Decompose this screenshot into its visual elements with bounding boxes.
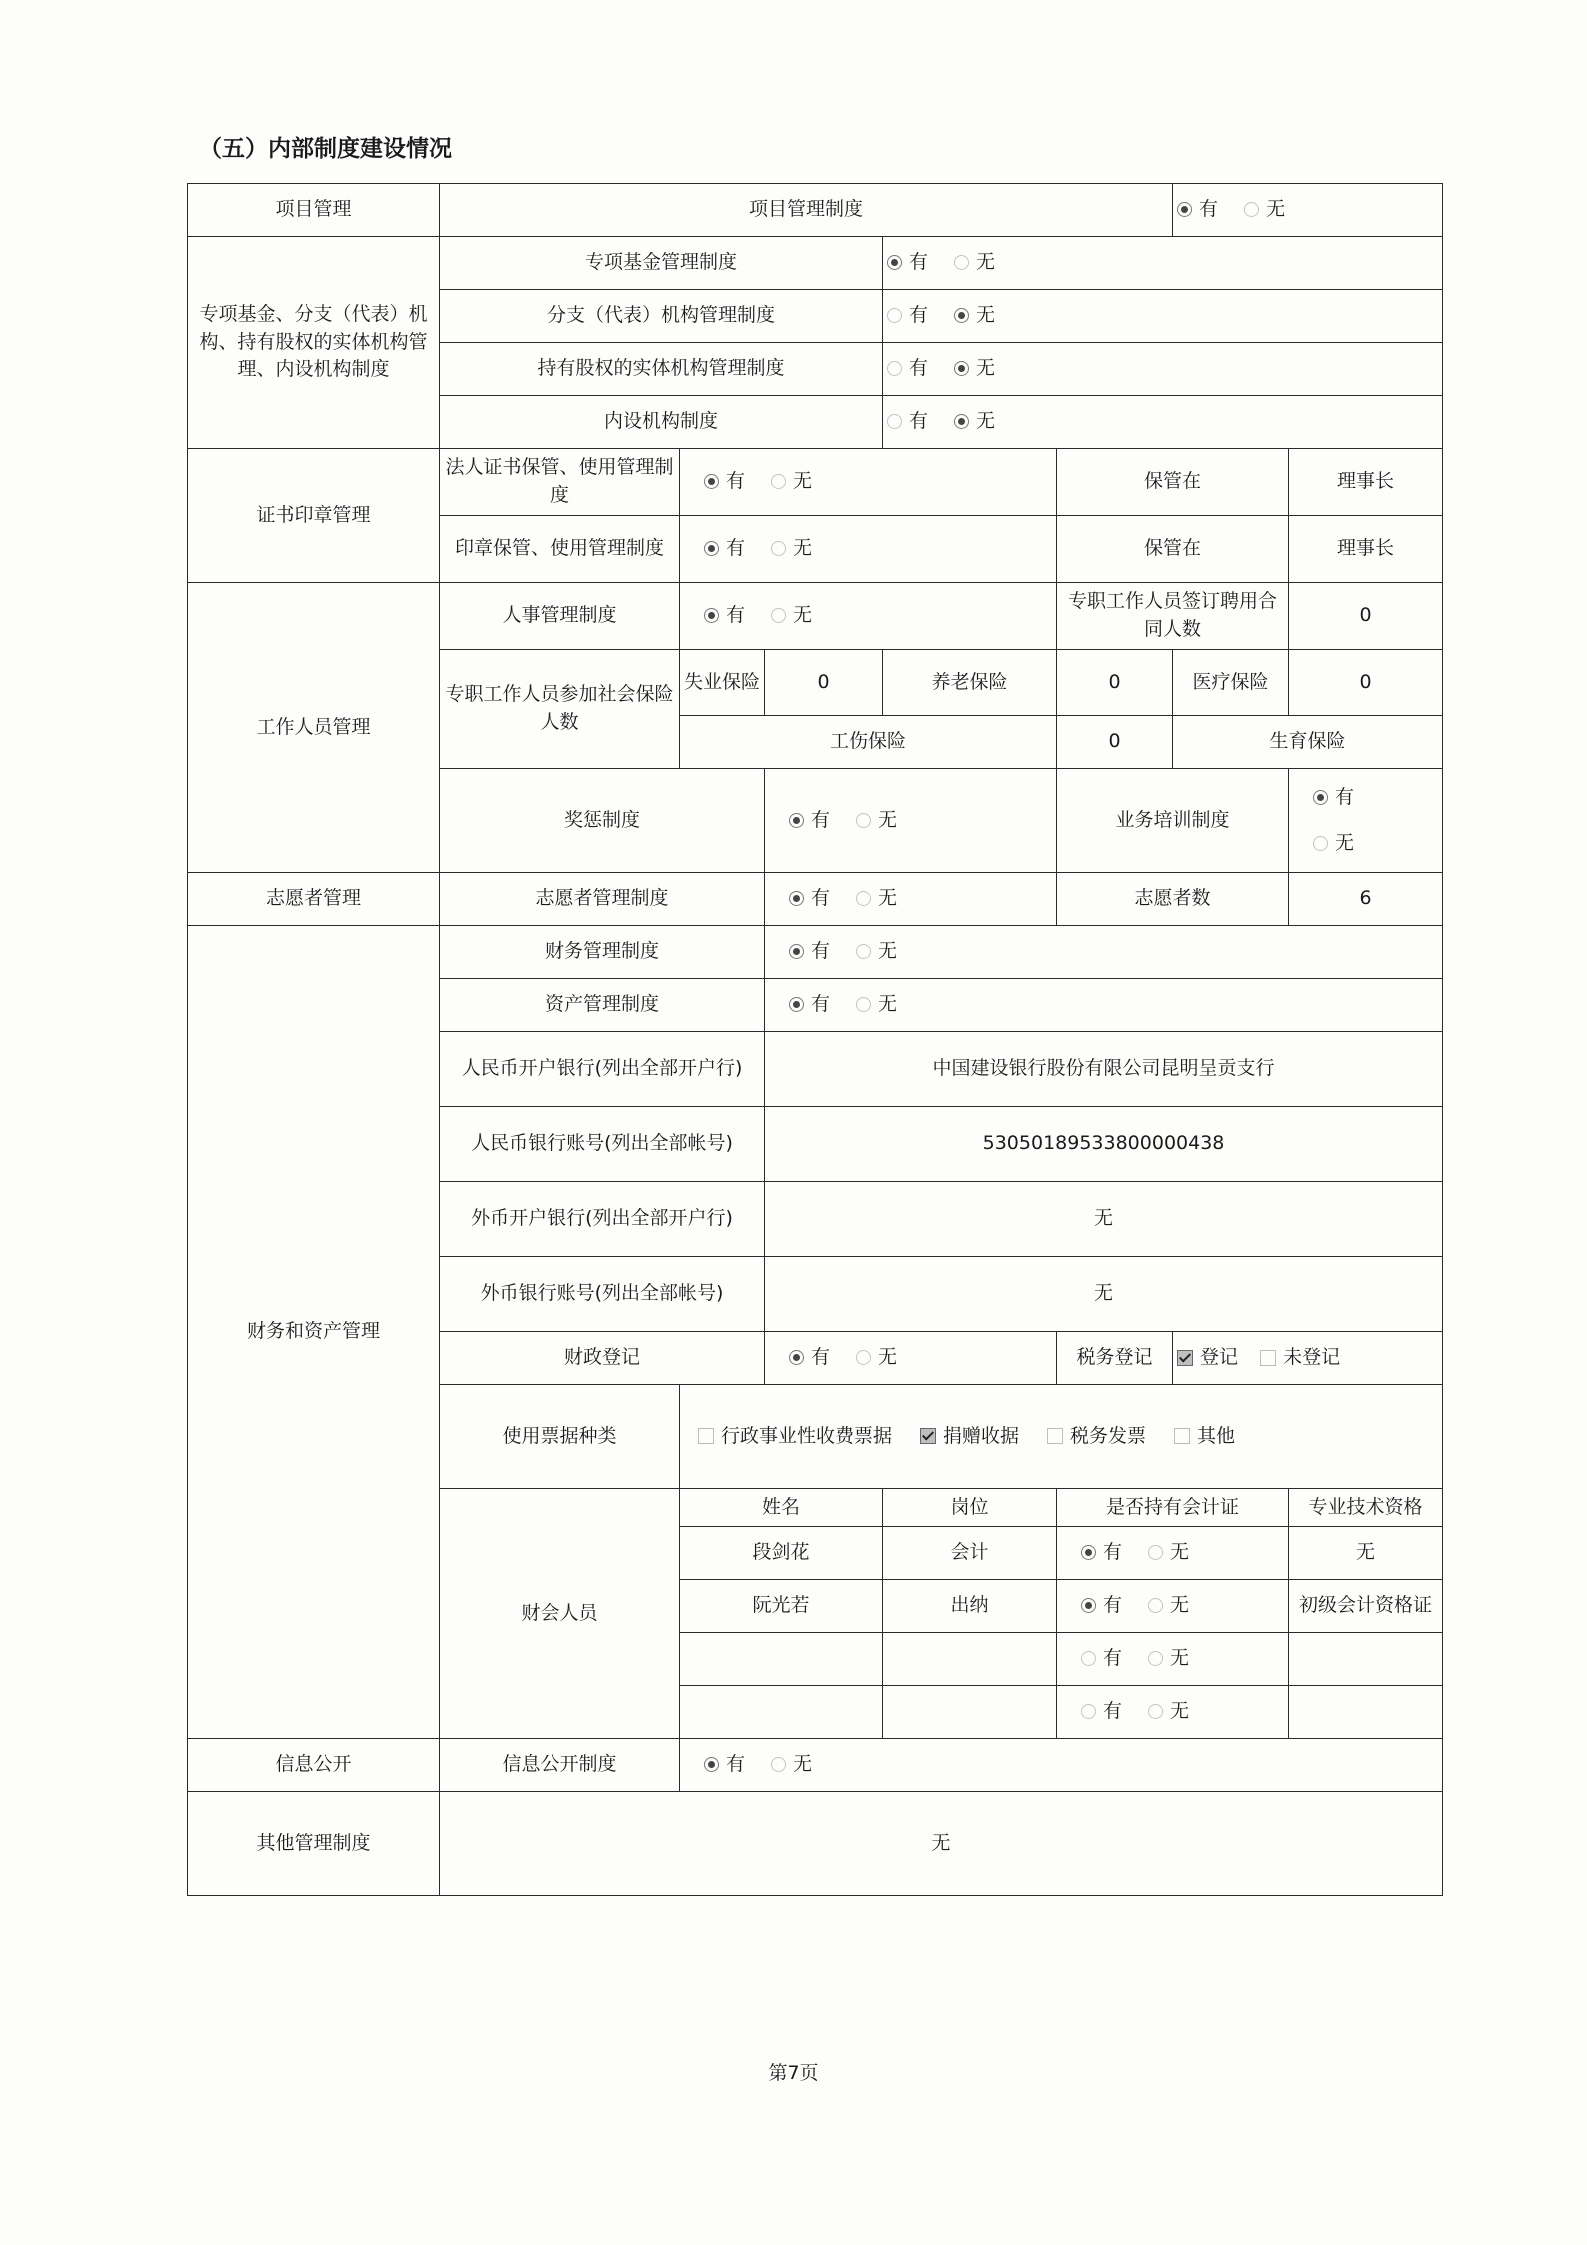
accountant-name: 阮光若 [680,1580,883,1633]
radio-option-yes [789,938,830,966]
injury-count: 0 [1057,716,1173,769]
rmb-bank-label: 人民币开户银行(列出全部开户行) [440,1032,765,1107]
maternity-label: 生育保险 [1173,716,1443,769]
col-header-post: 岗位 [883,1489,1057,1527]
radio-no-label: 无 [1266,198,1286,221]
radio-no-icon[interactable] [771,1757,786,1772]
insurance-label: 专职工作人员参加社会保险人数 [440,650,680,769]
radio-no-label: 无 [1170,1700,1190,1723]
volunteer-count: 6 [1289,873,1443,926]
radio-option-no [1313,830,1354,858]
special-item: 持有股权的实体机构管理制度 [440,343,883,396]
fiscal-item: 财政登记 [440,1332,765,1385]
radio-yes-label: 有 [1103,1541,1123,1564]
unemployment-count: 0 [765,650,883,716]
radio-no-label: 无 [976,410,996,433]
fx-account-label: 外币银行账号(列出全部帐号) [440,1257,765,1332]
radio-yes-icon[interactable] [887,255,902,270]
radio-no-label: 无 [976,251,996,274]
radio-yes-label: 有 [1103,1594,1123,1617]
radio-yes-icon[interactable] [789,997,804,1012]
reward-option [765,769,1057,873]
radio-option-no [856,938,897,966]
radio-option-yes [887,355,928,383]
radio-yes-icon[interactable] [1081,1598,1096,1613]
bill-label: 行政事业性收费票据 [721,1424,893,1447]
radio-yes-icon[interactable] [1081,1704,1096,1719]
radio-option-no [771,468,812,496]
finance-item: 财务管理制度 [440,926,765,979]
radio-yes-icon[interactable] [887,308,902,323]
radio-no-icon[interactable] [1148,1651,1163,1666]
radio-yes-icon[interactable] [887,361,902,376]
radio-option-no [1148,1592,1189,1620]
bill-label: 捐赠收据 [943,1424,1020,1447]
training-item: 业务培训制度 [1057,769,1289,873]
radio-no-label: 无 [1170,1647,1190,1670]
seal-item: 法人证书保管、使用管理制度 [440,449,680,516]
radio-option-yes [704,468,745,496]
radio-option-no [771,1751,812,1779]
radio-no-label: 无 [878,1346,898,1369]
radio-yes-icon[interactable] [789,1350,804,1365]
radio-yes-label: 有 [811,808,831,831]
radio-yes-icon[interactable] [1177,202,1192,217]
page-number: 第7页 [768,2062,819,2084]
radio-option-yes [789,885,830,913]
accountant-qual [1289,1686,1443,1739]
project-label: 项目管理 [188,184,440,237]
radio-option-yes [789,807,830,835]
hr-option [680,583,1057,650]
bill-label: 使用票据种类 [440,1385,680,1489]
accountant-name: 段剑花 [680,1527,883,1580]
radio-no-icon[interactable] [954,308,969,323]
radio-option-yes [1177,196,1218,224]
radio-no-icon[interactable] [1244,202,1259,217]
rmb-account-label: 人民币银行账号(列出全部帐号) [440,1107,765,1182]
disclosure-label: 信息公开 [188,1739,440,1792]
radio-option-yes [789,1344,830,1372]
contract-label: 专职工作人员签订聘用合同人数 [1057,583,1289,650]
col-header-qual: 专业技术资格 [1289,1489,1443,1527]
radio-yes-label: 有 [909,357,929,380]
keeper-value: 理事长 [1289,516,1443,583]
bill-checkbox[interactable] [698,1428,714,1444]
radio-option-no [1244,196,1285,224]
medical-count: 0 [1289,650,1443,716]
finance-label: 财务和资产管理 [188,926,440,1739]
disclosure-item: 信息公开制度 [440,1739,680,1792]
other-value: 无 [440,1792,1443,1896]
fx-account-value: 无 [765,1257,1443,1332]
radio-no-icon[interactable] [954,361,969,376]
radio-no-icon[interactable] [771,541,786,556]
radio-no-label: 无 [1170,1541,1190,1564]
special-option [883,396,1443,449]
special-option [883,237,1443,290]
radio-option-yes [1081,1645,1122,1673]
radio-no-label: 无 [793,1753,813,1776]
hr-item: 人事管理制度 [440,583,680,650]
project-item: 项目管理制度 [440,184,1173,237]
radio-option-yes [789,991,830,1019]
special-item: 专项基金管理制度 [440,237,883,290]
col-header-cert: 是否持有会计证 [1057,1489,1289,1527]
staff-label: 工作人员管理 [188,583,440,873]
bill-checkbox[interactable] [1174,1428,1190,1444]
pension-label: 养老保险 [883,650,1057,716]
radio-yes-label: 有 [909,304,929,327]
radio-yes-icon[interactable] [789,944,804,959]
radio-option-no [954,302,995,330]
project-option [1173,184,1443,237]
radio-no-icon[interactable] [856,813,871,828]
radio-option-no [856,807,897,835]
bill-option [1047,1423,1146,1451]
volunteer-count-label: 志愿者数 [1057,873,1289,926]
radio-no-label: 无 [878,808,898,831]
fiscal-option [765,1332,1057,1385]
tax-unregistered-label: 未登记 [1283,1346,1341,1369]
bill-label: 税务发票 [1070,1424,1147,1447]
radio-yes-label: 有 [726,1753,746,1776]
radio-no-label: 无 [793,470,813,493]
special-item: 内设机构制度 [440,396,883,449]
radio-no-icon[interactable] [954,255,969,270]
radio-yes-icon[interactable] [1081,1545,1096,1560]
accountant-label: 财会人员 [440,1489,680,1739]
bill-option [1174,1423,1235,1451]
radio-option-yes [704,535,745,563]
radio-option-no [954,355,995,383]
contract-count: 0 [1289,583,1443,650]
bill-label: 其他 [1197,1424,1236,1447]
radio-no-label: 无 [878,993,898,1016]
volunteer-label: 志愿者管理 [188,873,440,926]
pension-count: 0 [1057,650,1173,716]
accountant-post: 会计 [883,1527,1057,1580]
radio-no-icon[interactable] [856,997,871,1012]
bill-option [698,1423,892,1451]
radio-yes-label: 有 [1103,1647,1123,1670]
volunteer-option [765,873,1057,926]
col-header-name: 姓名 [680,1489,883,1527]
radio-no-icon[interactable] [1148,1598,1163,1613]
tax-label: 税务登记 [1057,1332,1173,1385]
radio-no-icon[interactable] [954,414,969,429]
seal-option [680,449,1057,516]
radio-option-no [954,408,995,436]
radio-yes-label: 有 [726,604,746,627]
accountant-cert [1057,1580,1289,1633]
accountant-cert [1057,1686,1289,1739]
keeper-label: 保管在 [1057,516,1289,583]
radio-option-no [1148,1645,1189,1673]
accountant-name [680,1686,883,1739]
radio-option-no [1148,1698,1189,1726]
bill-checkbox[interactable] [1047,1428,1063,1444]
accountant-qual: 初级会计资格证 [1289,1580,1443,1633]
radio-no-label: 无 [976,357,996,380]
medical-label: 医疗保险 [1173,650,1289,716]
volunteer-item: 志愿者管理制度 [440,873,765,926]
radio-yes-label: 有 [811,887,831,910]
tax-option [1173,1332,1443,1385]
bill-option [920,1423,1019,1451]
radio-yes-icon[interactable] [1081,1651,1096,1666]
radio-yes-icon[interactable] [789,813,804,828]
radio-option-yes [704,602,745,630]
accountant-name [680,1633,883,1686]
radio-option-yes [1313,784,1354,812]
radio-yes-icon[interactable] [704,474,719,489]
radio-no-icon[interactable] [1148,1704,1163,1719]
section-title: （五）内部制度建设情况 [199,136,452,162]
radio-no-icon[interactable] [771,474,786,489]
radio-option-yes [1081,1698,1122,1726]
radio-yes-label: 有 [811,1346,831,1369]
accountant-qual: 无 [1289,1527,1443,1580]
special-option [883,343,1443,396]
radio-no-icon[interactable] [856,1350,871,1365]
radio-option-no [1148,1539,1189,1567]
radio-no-icon[interactable] [1148,1545,1163,1560]
keeper-label: 保管在 [1057,449,1289,516]
radio-option-no [954,249,995,277]
radio-yes-label: 有 [811,940,831,963]
radio-option-yes [887,302,928,330]
injury-label: 工伤保险 [680,716,1057,769]
seal-item: 印章保管、使用管理制度 [440,516,680,583]
radio-yes-label: 有 [726,537,746,560]
radio-option-no [771,535,812,563]
internal-system-table [187,183,1443,1896]
radio-option-yes [887,408,928,436]
seal-option [680,516,1057,583]
accountant-cert [1057,1633,1289,1686]
accountant-post: 出纳 [883,1580,1057,1633]
fx-bank-value: 无 [765,1182,1443,1257]
radio-option-no [856,1344,897,1372]
radio-yes-icon[interactable] [704,541,719,556]
radio-option-yes [1081,1539,1122,1567]
bill-options [680,1385,1443,1489]
radio-no-label: 无 [793,604,813,627]
asset-option [765,979,1443,1032]
accountant-post [883,1686,1057,1739]
unemployment-label: 失业保险 [680,650,765,716]
training-option [1289,769,1443,873]
accountant-post [883,1633,1057,1686]
radio-yes-label: 有 [909,410,929,433]
radio-no-label: 无 [878,887,898,910]
special-item: 分支（代表）机构管理制度 [440,290,883,343]
seal-label: 证书印章管理 [188,449,440,583]
special-option [883,290,1443,343]
tax-registered-label: 登记 [1200,1346,1239,1369]
radio-yes-label: 有 [726,470,746,493]
radio-yes-label: 有 [1335,785,1355,808]
other-label: 其他管理制度 [188,1792,440,1896]
radio-option-yes [704,1751,745,1779]
radio-no-icon[interactable] [771,608,786,623]
radio-yes-icon[interactable] [704,608,719,623]
radio-no-icon[interactable] [856,944,871,959]
tax-unregistered-checkbox[interactable] [1260,1350,1276,1366]
rmb-account-value: 53050189533800000438 [765,1107,1443,1182]
radio-yes-icon[interactable] [789,891,804,906]
radio-yes-label: 有 [811,993,831,1016]
radio-no-label: 无 [793,537,813,560]
radio-yes-icon[interactable] [1313,790,1328,805]
radio-option-no [771,602,812,630]
special-label: 专项基金、分支（代表）机构、持有股权的实体机构管理、内设机构制度 [188,237,440,449]
radio-yes-label: 有 [1199,198,1219,221]
radio-no-label: 无 [1335,831,1355,854]
tax-registered-checkbox[interactable] [1177,1350,1193,1366]
radio-no-label: 无 [976,304,996,327]
radio-no-icon[interactable] [856,891,871,906]
radio-yes-label: 有 [1103,1700,1123,1723]
radio-option-yes [887,249,928,277]
radio-option-no [856,885,897,913]
bill-checkbox[interactable] [920,1428,936,1444]
radio-option-yes [1081,1592,1122,1620]
radio-yes-icon[interactable] [887,414,902,429]
accountant-cert [1057,1527,1289,1580]
keeper-value: 理事长 [1289,449,1443,516]
accountant-qual [1289,1633,1443,1686]
radio-yes-icon[interactable] [704,1757,719,1772]
radio-no-label: 无 [1170,1594,1190,1617]
finance-option [765,926,1443,979]
fx-bank-label: 外币开户银行(列出全部开户行) [440,1182,765,1257]
radio-no-label: 无 [878,940,898,963]
disclosure-option [680,1739,1443,1792]
asset-item: 资产管理制度 [440,979,765,1032]
radio-option-no [856,991,897,1019]
radio-yes-label: 有 [909,251,929,274]
rmb-bank-value: 中国建设银行股份有限公司昆明呈贡支行 [765,1032,1443,1107]
radio-no-icon[interactable] [1313,836,1328,851]
reward-item: 奖惩制度 [440,769,765,873]
